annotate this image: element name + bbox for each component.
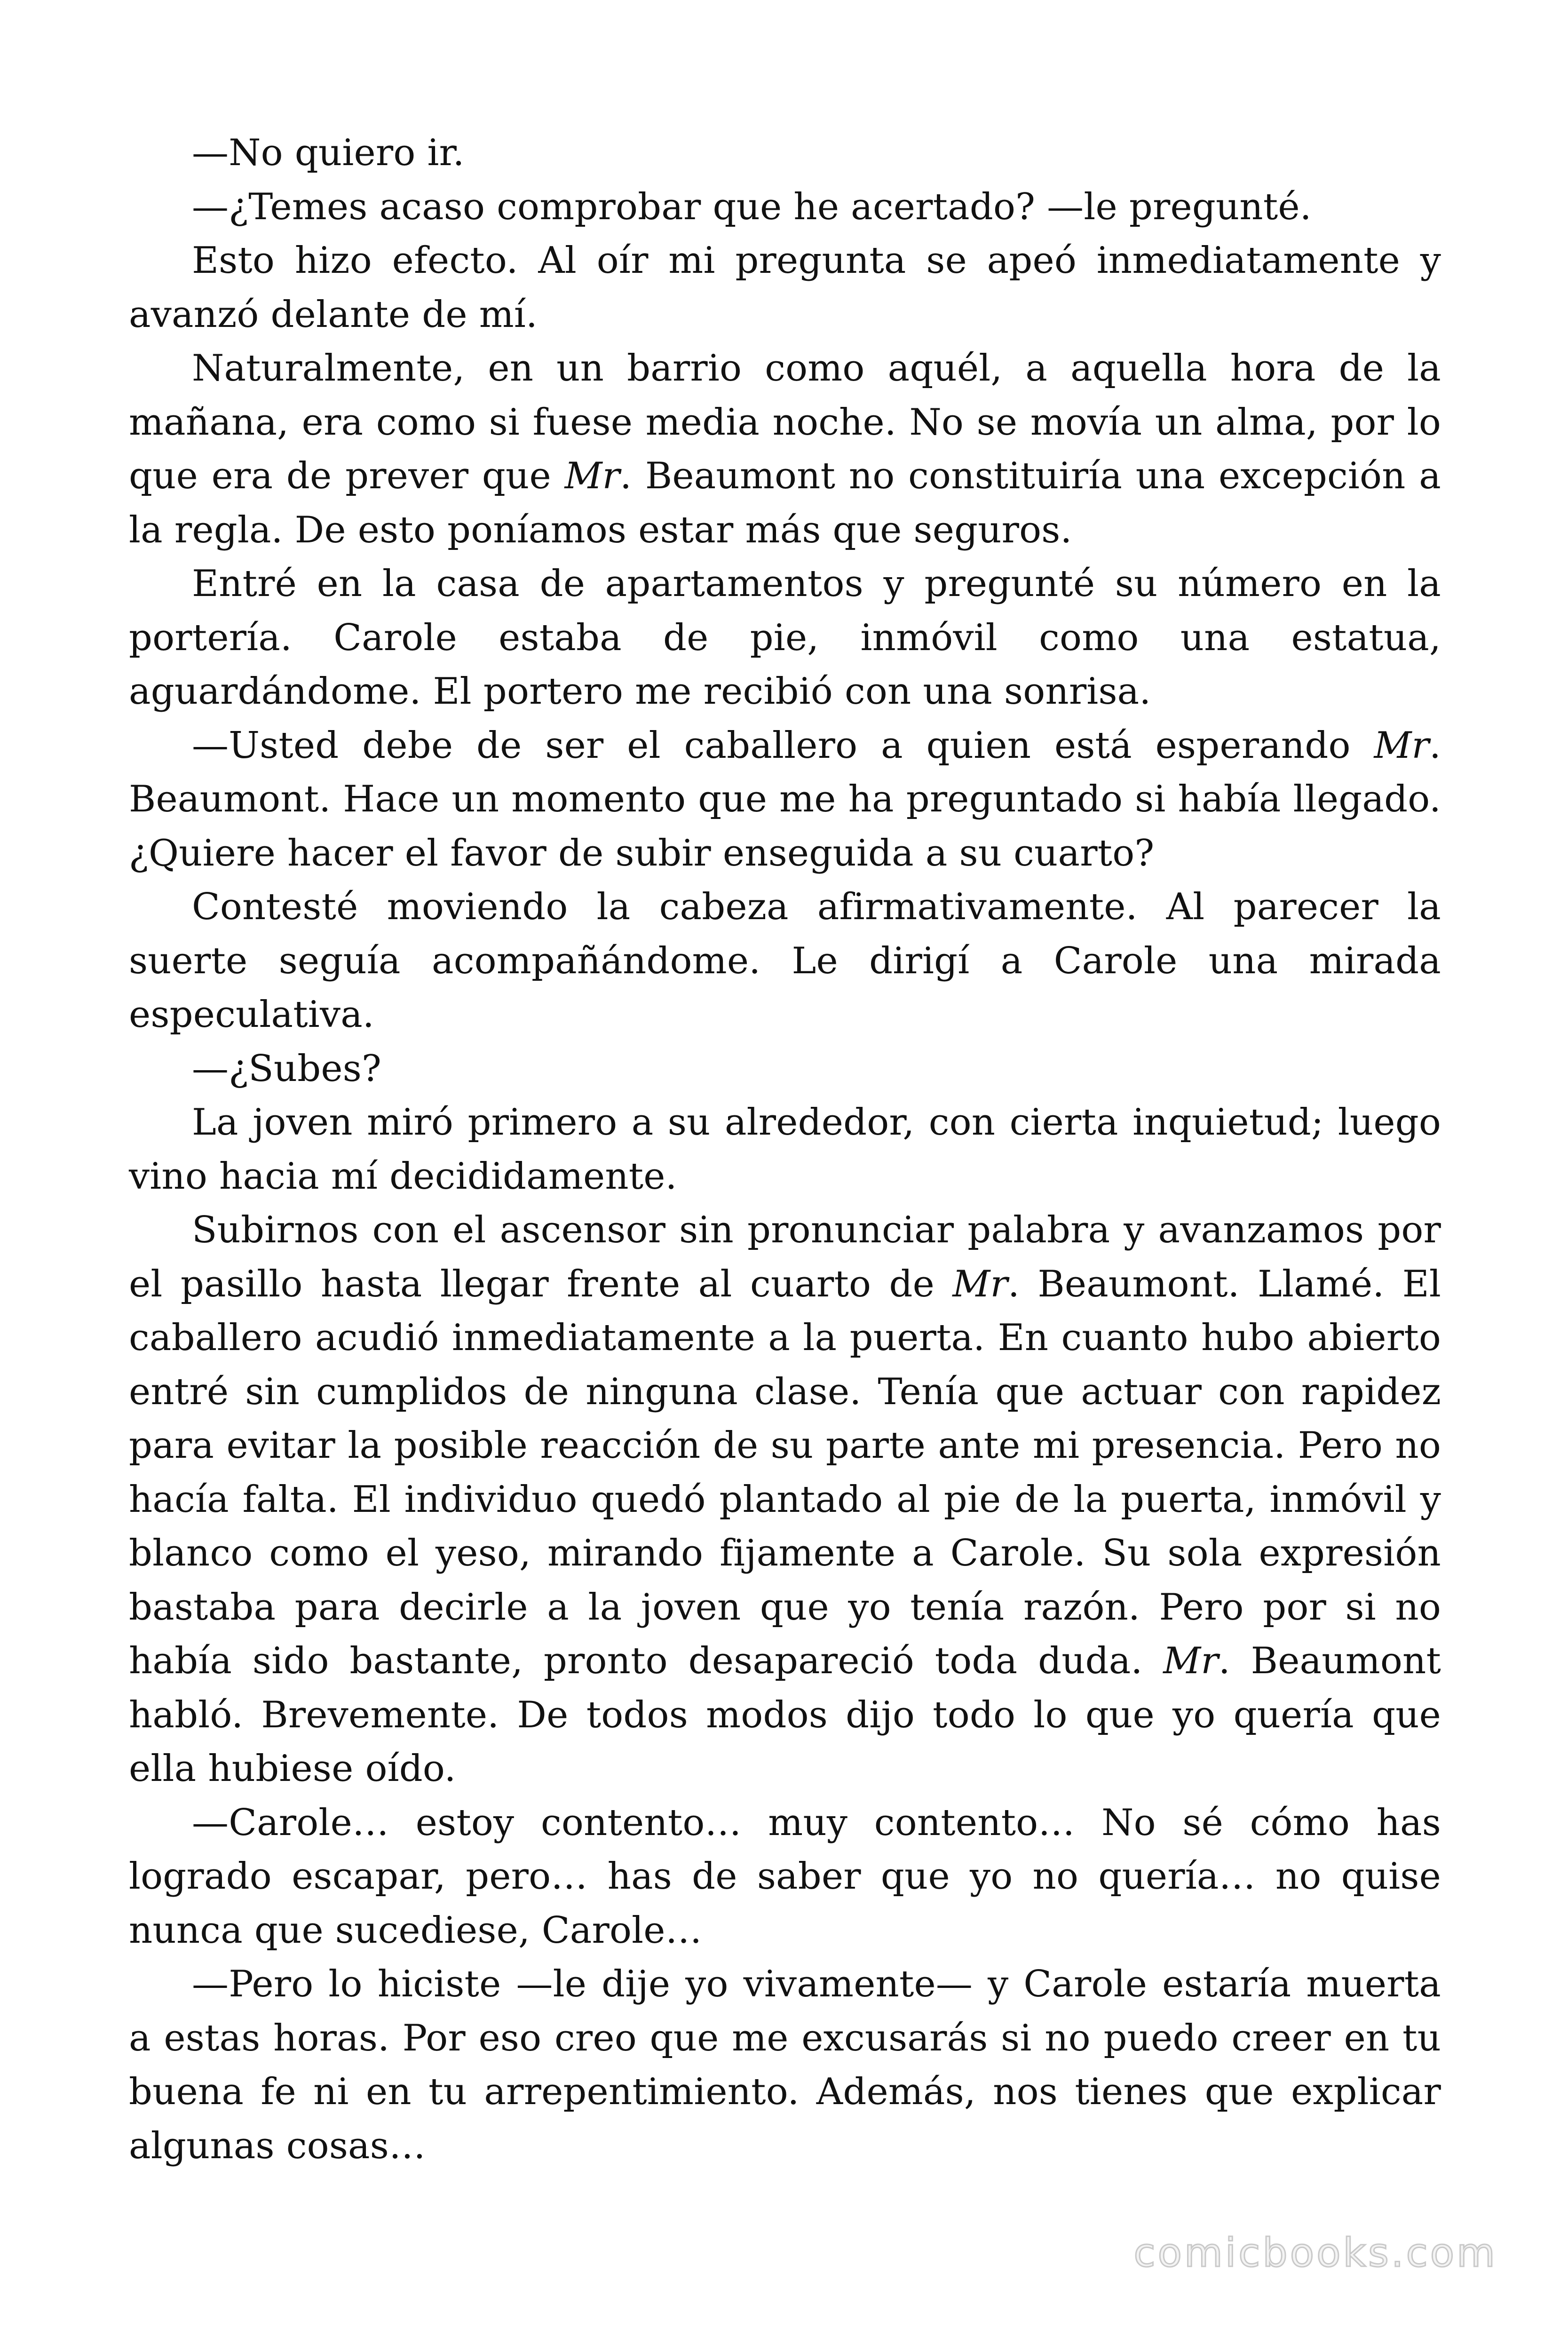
paragraph: Entré en la casa de apartamentos y pregunté su número en la portería. Carole estaba de pie, inmóvil como una estatua, aguardándome. El portero me recibió con una sonrisa. (129, 563, 1441, 713)
italic-honorific: Mr (564, 455, 620, 497)
paragraph: Naturalmente, en un barrio como aquél, a aquella hora de la mañana, era como si fuese media noche. No se movía un alma, por lo que era de prever que Mr. Beaumont no constituiría una excepción a la regla. De esto poníamos estar más que seguros. (129, 347, 1441, 551)
italic-honorific: Mr (1163, 1640, 1219, 1682)
paragraph: —¿Subes? (192, 1047, 382, 1090)
paragraph: Contesté moviendo la cabeza afirmativamente. Al parecer la suerte seguía acompañándome. Le dirigí a Carole una mirada especulativa. (129, 886, 1441, 1036)
paragraph: —Usted debe de ser el caballero a quien está esperando Mr. Beaumont. Hace un momento que me ha preguntado si había llegado. ¿Quiere hacer el favor de subir enseguida a su cuarto? (129, 724, 1441, 874)
italic-honorific: Mr (952, 1263, 1008, 1305)
watermark: comicbooks.com (1133, 2230, 1497, 2276)
paragraph: Esto hizo efecto. Al oír mi pregunta se apeó inmediatamente y avanzó delante de mí. (129, 239, 1441, 336)
paragraph: —Carole… estoy contento… muy contento… No sé cómo has logrado escapar, pero… has de saber que yo no quería… no quise nunca que sucediese, Carole… (129, 1801, 1441, 1952)
paragraph: —¿Temes acaso comprobar que he acertado? —le pregunté. (192, 185, 1312, 228)
paragraph: —Pero lo hiciste —le dije yo vivamente— y Carole estaría muerta a estas horas. Por eso creo que me excusarás si no puedo creer en tu buena fe ni en tu arrepentimiento. Además, nos tienes que explicar algunas cosas… (129, 1963, 1441, 2167)
page-body (129, 126, 1441, 2173)
paragraph: La joven miró primero a su alrededor, con cierta inquietud; luego vino hacia mí decididamente. (129, 1101, 1441, 1198)
paragraph: Subirnos con el ascensor sin pronunciar palabra y avanzamos por el pasillo hasta llegar frente al cuarto de Mr. Beaumont. Llamé. El caballero acudió inmediatamente a la puerta. En cuanto hubo abierto entré sin cumplidos de ninguna clase. Tenía que actuar con rapidez para evitar la posible reacción de su parte ante mi presencia. Pero no hacía falta. El individuo quedó plantado al pie de la puerta, inmóvil y blanco como el yeso, mirando fijamente a Carole. Su sola expresión bastaba para decirle a la joven que yo tenía razón. Pero por si no había sido bastante, pronto desapareció toda duda. Mr. Beaumont habló. Brevemente. De todos modos dijo todo lo que yo quería que ella hubiese oído. (129, 1209, 1441, 1790)
italic-honorific: Mr (1374, 724, 1429, 767)
paragraph: —No quiero ir. (192, 132, 465, 174)
